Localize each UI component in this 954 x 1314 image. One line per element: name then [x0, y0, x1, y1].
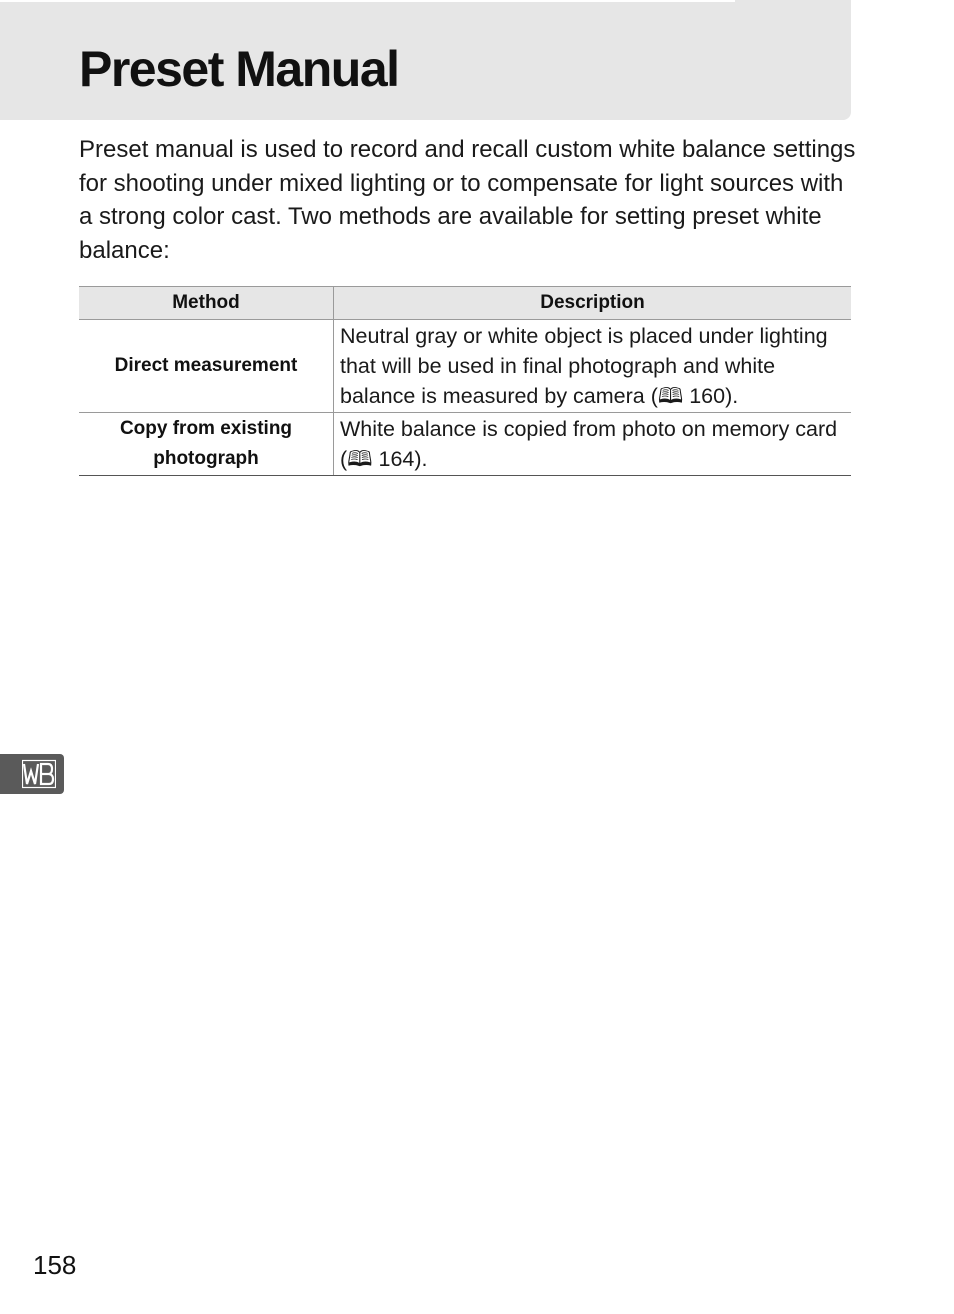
page-number: 158: [33, 1250, 77, 1280]
white-balance-section-tab: [0, 754, 64, 794]
table-row: [79, 320, 851, 413]
white-balance-icon: [22, 759, 56, 789]
methods-table: [79, 286, 851, 476]
description-cell: White balance is copied from photo on memory card (🕮 164).: [334, 413, 852, 476]
table-header-description: Description: [334, 287, 852, 320]
method-cell: Copy from existing photograph: [79, 413, 334, 476]
table-row: [79, 413, 851, 476]
intro-paragraph: Preset manual is used to record and recall custom white balance settings for shooting under mixed lighting or to compensate for light sources with a strong color cast. Two methods are available for setting preset white balance:: [79, 136, 856, 264]
description-cell: Neutral gray or white object is placed under lighting that will be used in final photograph and white balance is measured by camera (🕮 160).: [334, 320, 852, 413]
page-title: Preset Manual: [79, 41, 399, 97]
method-cell: Direct measurement: [79, 320, 334, 413]
table-header-row: [79, 287, 851, 320]
table-header-method: Method: [79, 287, 334, 320]
title-band-top-line: [0, 0, 735, 2]
